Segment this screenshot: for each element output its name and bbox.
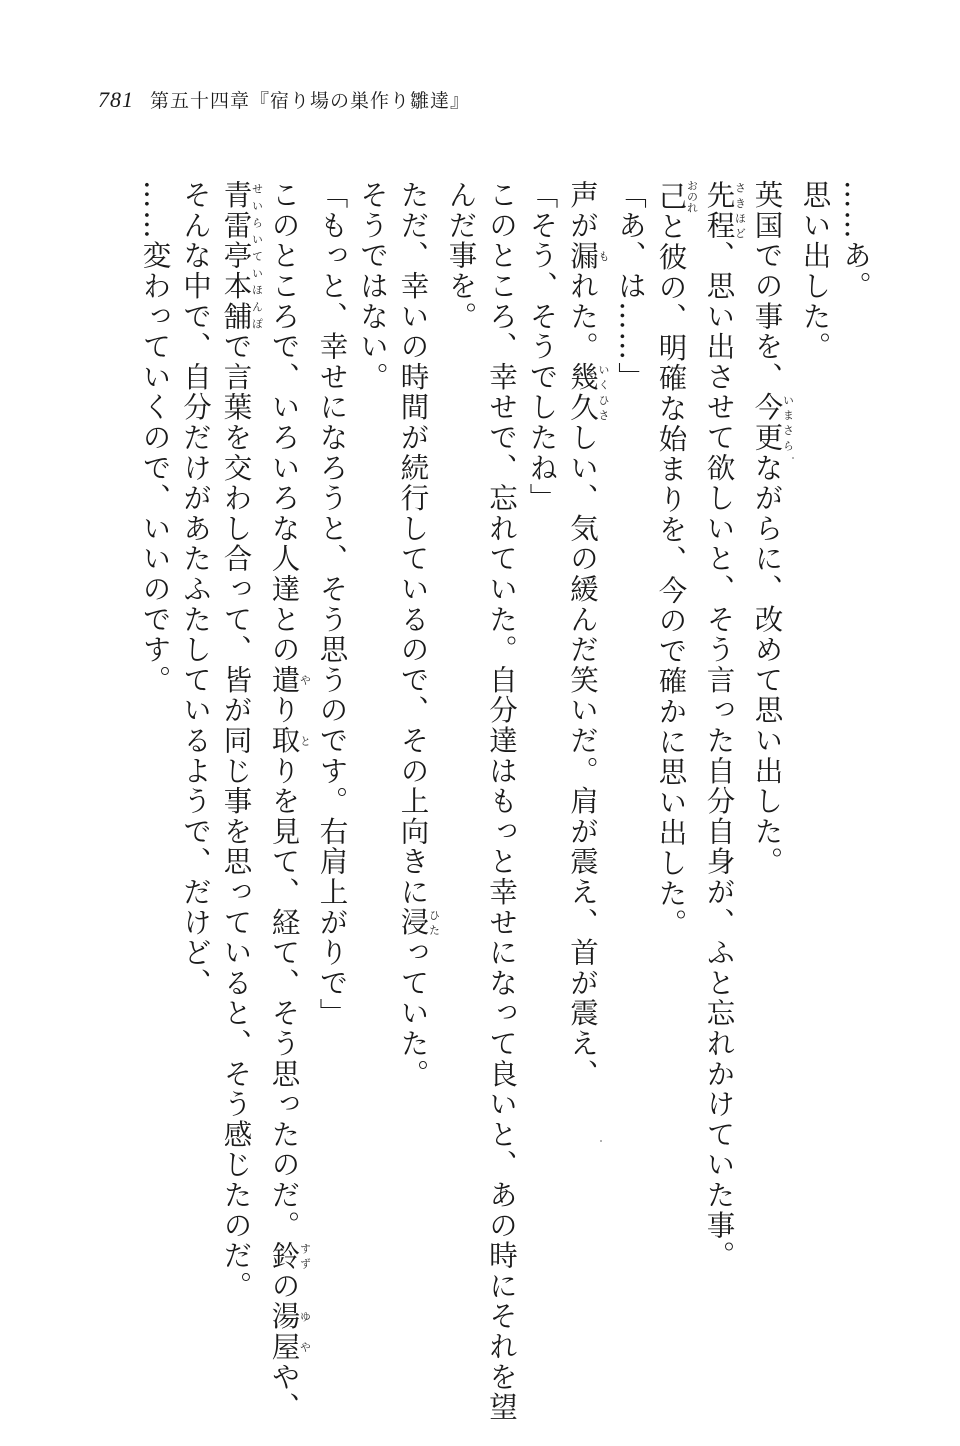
furigana-base: 浸 [396, 907, 430, 938]
text-line [562, 180, 610, 1360]
furigana-reading: せいらいていほんぽ [250, 180, 264, 332]
text-line [263, 180, 312, 1423]
furigana-word [219, 180, 264, 332]
furigana-word [654, 180, 699, 213]
furigana-word [267, 664, 312, 696]
text-segment: このところで、いろいろな人達との [267, 180, 301, 665]
furigana-base: 湯 [267, 1301, 301, 1332]
text-segment: の [267, 1270, 301, 1302]
furigana-reading: いくひさ [597, 361, 610, 423]
text-line [311, 180, 352, 1360]
text-line [481, 180, 522, 1423]
text-segment: 、思い出させて欲しいと、そう言った自分自身が、ふと忘れかけていた事。 [702, 240, 736, 1271]
furigana-reading: ひた [427, 907, 441, 938]
text-segment: そんな中で、自分だけがあたふたしているようで、だけど、 [179, 180, 212, 999]
furigana-word [702, 180, 747, 241]
text-segment: れた。 [566, 270, 599, 362]
running-header [98, 86, 470, 113]
text-segment: んだ事を。 [444, 180, 478, 332]
furigana-base: 遣 [267, 664, 301, 696]
furigana-reading: おのれ [685, 180, 699, 213]
page-number: 781 [98, 87, 134, 112]
furigana-reading: さきほど [733, 180, 747, 241]
text-segment: このところ、幸せで、忘れていた。自分達はもっと幸せになって良いと、あの時にそれを望 [485, 180, 518, 1423]
furigana-word [267, 1240, 312, 1271]
text-line [352, 180, 393, 1360]
furigana-base: 先程 [702, 180, 736, 241]
furigana-reading: も [597, 240, 610, 271]
furigana-base: 青雷亭本舗 [219, 180, 253, 332]
text-line [175, 180, 216, 1360]
furigana-base: 取 [267, 725, 301, 756]
furigana-word [566, 240, 610, 271]
text-line [521, 180, 562, 1360]
text-line [610, 180, 651, 1360]
text-line [392, 180, 440, 1360]
text-segment: 英国での事を、 [750, 180, 784, 393]
print-speck [792, 457, 794, 459]
furigana-reading: いまさら [781, 392, 795, 453]
text-segment: 声が [566, 180, 599, 241]
furigana-word [396, 907, 441, 938]
text-segment: 「そう、そうでしたね」 [525, 180, 559, 514]
text-segment: ながらに、改めて思い出した。 [750, 452, 784, 877]
furigana-word [267, 725, 312, 756]
text-segment: ……あ。 [839, 180, 872, 302]
furigana-reading: すず [298, 1240, 312, 1271]
furigana-base: 漏 [566, 240, 599, 271]
furigana-reading: や [298, 1331, 312, 1362]
text-segment: り [267, 695, 301, 726]
print-speck [600, 1140, 602, 1142]
novel-body-text [75, 180, 875, 1423]
text-line [215, 180, 263, 1360]
furigana-base: 鈴 [267, 1240, 301, 1271]
furigana-word [267, 1301, 312, 1332]
text-segment: で言葉を交わし合って、皆が同じ事を思っていると、そう感じたのだ。 [219, 331, 253, 1302]
text-line [835, 180, 876, 1360]
furigana-word [566, 361, 610, 423]
text-segment: と彼の、明確な始まりを、今ので確かに思い出した。 [654, 211, 688, 939]
furigana-reading: や [298, 664, 312, 696]
furigana-base: 幾久 [566, 361, 599, 423]
furigana-reading: と [298, 725, 312, 756]
furigana-word [750, 392, 795, 453]
text-segment: や、 [267, 1361, 301, 1423]
text-segment: ただ、幸いの時間が続行しているので、その上向きに [396, 180, 430, 908]
text-line [698, 180, 746, 1360]
furigana-base: 己 [654, 180, 688, 213]
furigana-reading: ゆ [298, 1301, 312, 1332]
text-line [650, 180, 698, 1360]
text-segment: 「あ、は……」 [614, 180, 647, 393]
text-segment: っていた。 [396, 937, 430, 1090]
chapter-title: 第五十四章『宿り場の巣作り雛達』 [150, 90, 471, 112]
text-segment: りを見て、経て、そう思ったのだ。 [267, 755, 301, 1241]
furigana-base: 屋 [267, 1331, 301, 1362]
furigana-base: 今更 [750, 392, 784, 453]
text-segment: 思い出した。 [798, 180, 832, 362]
furigana-word [267, 1331, 312, 1362]
text-segment: しい、気の緩んだ笑いだ。肩が震え、首が震え、 [566, 422, 599, 1090]
text-segment: そうではない。 [356, 180, 389, 393]
text-line [440, 180, 481, 1360]
text-line [794, 180, 835, 1360]
text-line [746, 180, 794, 1360]
text-segment: ……変わっていくので、いいのです。 [138, 180, 172, 696]
text-line [134, 180, 175, 1360]
text-segment: 「もっと、幸せになろうと、そう思うのです。右肩上がりで」 [315, 180, 349, 1029]
